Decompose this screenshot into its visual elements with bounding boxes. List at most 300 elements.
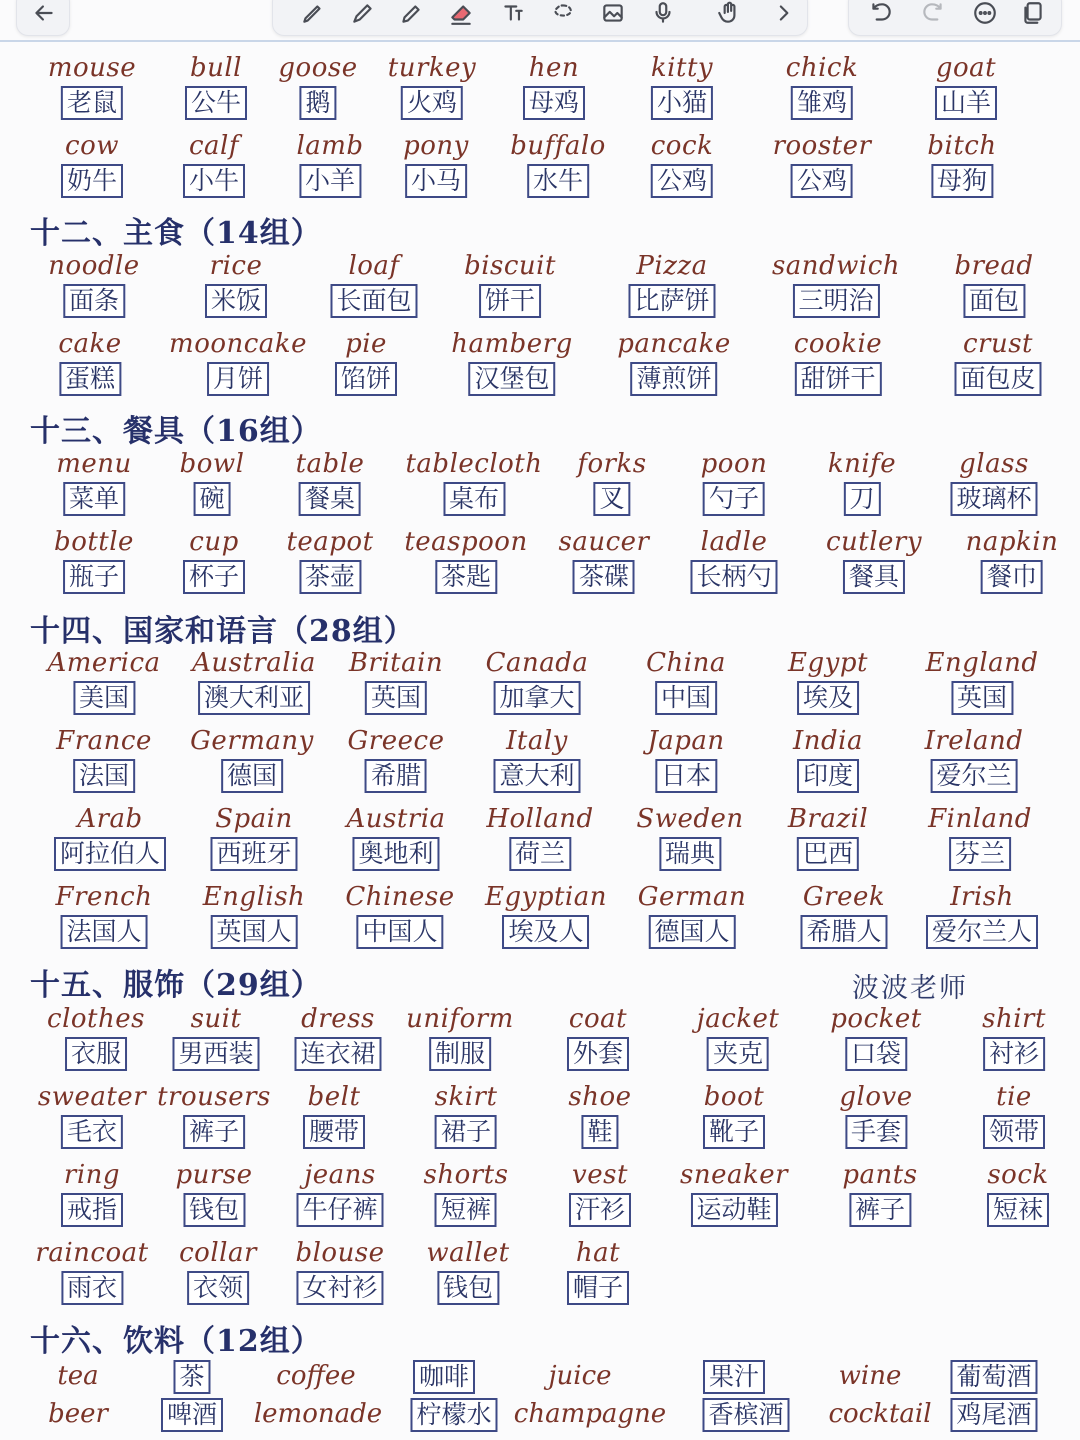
english-word: saucer — [558, 527, 650, 557]
english-word: Irish — [950, 882, 1014, 912]
vocab-item — [772, 250, 900, 318]
chinese-translation-box: 阿拉伯人 — [54, 837, 166, 871]
english-word: Egyptian — [485, 882, 607, 912]
chinese-translation-box: 月饼 — [207, 362, 269, 396]
english-word: teapot — [286, 527, 374, 557]
vocab-item — [839, 1081, 912, 1149]
chinese-translation-box: 夹克 — [707, 1037, 769, 1071]
chinese-translation-box: 衣服 — [65, 1037, 127, 1071]
english-word: England — [925, 648, 1039, 678]
english-word: India — [793, 726, 863, 756]
english-word: pony — [403, 131, 469, 161]
chinese-translation-box: 中国 — [655, 681, 717, 715]
english-word: lamb — [296, 131, 364, 161]
chinese-translation-box: 瑞典 — [659, 837, 721, 871]
chinese-translation-box: 长柄勺 — [690, 560, 777, 594]
vocab-item — [800, 881, 887, 949]
chinese-translation-box: 葡萄酒 — [950, 1360, 1037, 1394]
mic-icon[interactable] — [649, 0, 677, 27]
highlighter-icon[interactable] — [397, 0, 425, 27]
chinese-translation-box: 桌布 — [443, 482, 505, 516]
vocab-item — [348, 725, 445, 793]
english-word: Egypt — [788, 648, 868, 678]
chinese-translation-box: 英国 — [365, 681, 427, 715]
vocab-item — [54, 803, 166, 871]
vocab-item — [828, 448, 896, 516]
chinese-translation-box: 菜单 — [63, 482, 125, 516]
vocab-item — [983, 1081, 1045, 1149]
english-word: bread — [954, 251, 1034, 281]
english-word: pants — [842, 1160, 918, 1190]
chinese-translation-box: 鸡尾酒 — [950, 1398, 1037, 1432]
chinese-translation-box: 薄煎饼 — [630, 362, 717, 396]
vocab-item — [58, 328, 121, 396]
lasso-icon[interactable] — [549, 0, 577, 27]
chinese-translation-box: 茶 — [173, 1360, 210, 1394]
vocab-item — [56, 725, 152, 793]
english-word: hen — [528, 53, 580, 83]
chinese-translation-box: 餐具 — [843, 560, 905, 594]
vocab-item — [175, 1159, 252, 1227]
chinese-translation-box: 裤子 — [183, 1115, 245, 1149]
english-word: Pizza — [636, 251, 708, 281]
chinese-translation-box: 碗 — [193, 482, 230, 516]
vocab-item — [388, 52, 476, 120]
chinese-translation-box: 比萨饼 — [628, 284, 715, 318]
chinese-translation-box: 瓶子 — [63, 560, 125, 594]
vocab-item — [349, 647, 443, 715]
vocab-item — [935, 52, 997, 120]
english-word: trousers — [157, 1082, 271, 1112]
vocab-item — [294, 1003, 381, 1071]
vocab-item — [559, 526, 650, 594]
vocab-item — [404, 526, 527, 594]
back-arrow-icon — [30, 0, 58, 27]
english-word: Germany — [190, 726, 314, 756]
vocab-item — [842, 1159, 917, 1227]
vocab-item — [697, 1003, 780, 1071]
vocab-item — [38, 1081, 146, 1149]
chinese-translation-box: 玻璃杯 — [950, 482, 1037, 516]
vocab-item — [296, 1159, 383, 1227]
chinese-translation-box: 山羊 — [935, 86, 997, 120]
chinese-translation-box: 刀 — [843, 482, 880, 516]
english-word: hamberg — [451, 329, 573, 359]
english-word: forks — [577, 449, 647, 479]
vocab-item — [954, 328, 1041, 396]
vocab-item — [190, 725, 314, 793]
chinese-translation-box: 奥地利 — [352, 837, 439, 871]
vocab-item — [651, 52, 713, 120]
english-word: cookie — [793, 329, 883, 359]
english-word: bowl — [179, 449, 245, 479]
english-word: mooncake — [169, 329, 307, 359]
english-word: juice — [548, 1361, 612, 1391]
chinese-translation-box: 英国人 — [210, 915, 297, 949]
back-button[interactable] — [16, 0, 70, 36]
english-word: belt — [307, 1082, 361, 1112]
english-word: cake — [58, 329, 122, 359]
english-word: boot — [703, 1082, 765, 1112]
english-word: hat — [575, 1238, 621, 1268]
english-word: dress — [301, 1004, 375, 1034]
chinese-translation-box: 咖啡 — [413, 1360, 475, 1394]
english-word: glass — [959, 449, 1029, 479]
chinese-translation-box: 埃及人 — [502, 915, 589, 949]
english-word: kitty — [650, 53, 714, 83]
english-word: coffee — [276, 1361, 356, 1391]
chinese-translation-box: 叉 — [593, 482, 630, 516]
vocab-item — [210, 803, 297, 871]
chinese-translation-box: 爱尔兰 — [930, 759, 1017, 793]
chinese-translation-box: 公鸡 — [651, 164, 713, 198]
english-word: poon — [700, 449, 768, 479]
vocab-item — [183, 526, 245, 594]
chinese-translation-box: 美国 — [73, 681, 135, 715]
chinese-translation-box: 德国 — [221, 759, 283, 793]
english-word: cock — [650, 131, 714, 161]
english-word: knife — [827, 449, 897, 479]
pages-icon[interactable] — [1019, 0, 1047, 27]
vocab-item — [786, 52, 858, 120]
drawing-tools — [272, 0, 808, 36]
more-right-icon[interactable] — [769, 0, 797, 27]
english-word: Brazil — [787, 804, 869, 834]
chinese-translation-box: 蛋糕 — [59, 362, 121, 396]
vocab-item — [788, 647, 868, 715]
chinese-translation-box: 面包皮 — [954, 362, 1041, 396]
chinese-translation-box: 短裤 — [435, 1193, 497, 1227]
english-word: sandwich — [771, 251, 901, 281]
chinese-translation-box: 牛仔裤 — [296, 1193, 383, 1227]
vocab-item — [954, 250, 1033, 318]
vocab-item — [982, 1003, 1046, 1071]
chinese-translation-box: 短袜 — [987, 1193, 1049, 1227]
redo-icon[interactable] — [919, 0, 947, 27]
chinese-translation-box: 法国人 — [60, 915, 147, 949]
chinese-translation-box: 腰带 — [303, 1115, 365, 1149]
section-heading-clothing: 十五、服饰（29组） — [30, 968, 322, 1003]
chinese-translation-box: 甜饼干 — [794, 362, 881, 396]
vocab-item — [485, 881, 607, 949]
english-word: Finland — [928, 804, 1032, 834]
vocab-item — [830, 1003, 921, 1071]
english-word: Greece — [347, 726, 445, 756]
english-word: suit — [190, 1004, 242, 1034]
english-word: ring — [63, 1160, 121, 1190]
vocab-item — [794, 328, 882, 396]
english-word: crust — [962, 329, 1034, 359]
english-word: shorts — [423, 1160, 509, 1190]
english-word: wallet — [426, 1238, 510, 1268]
vocab-item — [567, 1237, 629, 1305]
vocab-item — [628, 250, 715, 318]
vocab-item — [926, 881, 1038, 949]
chinese-translation-box: 柠檬水 — [410, 1398, 497, 1432]
english-word: sneaker — [679, 1160, 789, 1190]
vocab-item — [172, 1003, 259, 1071]
vocab-item — [510, 130, 606, 198]
chinese-translation-box: 馅饼 — [335, 362, 397, 396]
vocab-item — [179, 1237, 257, 1305]
chinese-translation-box: 日本 — [655, 759, 717, 793]
vocab-item — [703, 1081, 765, 1149]
chinese-translation-box: 公鸡 — [791, 164, 853, 198]
chinese-translation-box: 米饭 — [205, 284, 267, 318]
english-word: tea — [57, 1361, 99, 1391]
image-icon[interactable] — [599, 0, 627, 27]
vocab-item — [346, 803, 445, 871]
vocab-item — [925, 647, 1038, 715]
english-word: French — [55, 882, 153, 912]
chinese-translation-box: 钱包 — [183, 1193, 245, 1227]
vocab-item — [680, 1159, 788, 1227]
english-word: pocket — [830, 1004, 922, 1034]
vocab-item — [690, 526, 777, 594]
more-icon[interactable] — [971, 0, 999, 27]
undo-icon[interactable] — [867, 0, 895, 27]
vocab-item — [793, 725, 863, 793]
english-word: Ireland — [924, 726, 1024, 756]
chinese-translation-box: 英国 — [951, 681, 1013, 715]
english-word: mouse — [47, 53, 137, 83]
chinese-translation-box: 面条 — [63, 284, 125, 318]
vocab-item — [56, 881, 153, 949]
vocab-item — [987, 1159, 1049, 1227]
chinese-translation-box: 口袋 — [845, 1037, 907, 1071]
english-word: English — [202, 882, 306, 912]
chinese-translation-box: 雨衣 — [61, 1271, 123, 1305]
english-word: pancake — [617, 329, 731, 359]
vocab-item — [773, 130, 872, 198]
vocab-item — [568, 1081, 631, 1149]
vocab-item — [54, 526, 134, 594]
english-word: uniform — [406, 1004, 514, 1034]
chinese-translation-box: 手套 — [845, 1115, 907, 1149]
english-word: tie — [996, 1082, 1032, 1112]
english-word: sweater — [37, 1082, 147, 1112]
english-word: sock — [987, 1160, 1049, 1190]
vocab-item — [569, 1159, 631, 1227]
chinese-translation-box: 餐巾 — [981, 560, 1043, 594]
english-word: cocktail — [828, 1399, 932, 1429]
vocab-item — [435, 1081, 498, 1149]
english-word: cup — [189, 527, 239, 557]
vocab-item — [925, 725, 1024, 793]
chinese-translation-box: 鞋 — [581, 1115, 618, 1149]
chinese-translation-box: 领带 — [983, 1115, 1045, 1149]
vocab-item — [48, 52, 136, 120]
vocab-item — [567, 1003, 629, 1071]
english-word: shirt — [982, 1004, 1046, 1034]
english-word: Australia — [192, 648, 316, 678]
english-word: bottle — [54, 527, 134, 557]
english-word: menu — [56, 449, 132, 479]
english-word: jeans — [304, 1160, 376, 1190]
english-word: cutlery — [825, 527, 923, 557]
chinese-translation-box: 衬衫 — [983, 1037, 1045, 1071]
vocab-item — [486, 803, 593, 871]
english-word: ladle — [700, 527, 768, 557]
chinese-translation-box: 戒指 — [61, 1193, 123, 1227]
vocab-item — [651, 130, 714, 198]
vocab-item — [296, 130, 363, 198]
vocab-item — [928, 803, 1032, 871]
vocab-item — [278, 52, 357, 120]
vocab-item — [701, 448, 768, 516]
text-icon[interactable] — [499, 0, 527, 27]
pencil-icon[interactable] — [349, 0, 377, 27]
english-word: table — [295, 449, 365, 479]
english-word: napkin — [965, 527, 1059, 557]
english-word: Sweden — [636, 804, 744, 834]
vocab-item — [403, 130, 469, 198]
english-word: biscuit — [464, 251, 556, 281]
vocab-item — [405, 448, 542, 516]
vocab-item — [185, 52, 247, 120]
chinese-translation-box: 鹅 — [299, 86, 336, 120]
history-tools — [848, 0, 1062, 36]
chinese-translation-box: 饼干 — [479, 284, 541, 318]
vocab-item — [826, 526, 922, 594]
hand-icon[interactable] — [715, 0, 743, 27]
english-word: Italy — [506, 726, 568, 756]
vocab-item — [335, 328, 397, 396]
chinese-translation-box: 小羊 — [299, 164, 361, 198]
vocab-item — [523, 52, 585, 120]
chinese-translation-box: 勺子 — [703, 482, 765, 516]
vocab-item — [183, 130, 245, 198]
english-word: collar — [179, 1238, 257, 1268]
vocab-item — [577, 448, 646, 516]
vocab-item — [617, 328, 731, 396]
chinese-translation-box: 小马 — [405, 164, 467, 198]
pen-icon[interactable] — [299, 0, 327, 27]
chinese-translation-box: 澳大利亚 — [198, 681, 310, 715]
chinese-translation-box: 女衬衫 — [296, 1271, 383, 1305]
english-word: chick — [785, 53, 859, 83]
english-word: vest — [572, 1160, 628, 1190]
vocab-item — [646, 647, 726, 715]
vocab-item — [927, 130, 996, 198]
author-signature: 波波老师 — [852, 973, 968, 1004]
english-word: America — [47, 648, 161, 678]
chinese-translation-box: 老鼠 — [61, 86, 123, 120]
vocab-item — [286, 526, 373, 594]
chinese-translation-box: 茶壶 — [299, 560, 361, 594]
english-word: noodle — [48, 251, 140, 281]
vocab-item — [56, 448, 132, 516]
section-heading-tableware: 十三、餐具（16组） — [30, 414, 322, 449]
english-word: beer — [48, 1399, 108, 1429]
english-word: Austria — [346, 804, 446, 834]
chinese-translation-box: 西班牙 — [210, 837, 297, 871]
english-word: Chinese — [345, 882, 455, 912]
english-word: loaf — [348, 251, 400, 281]
chinese-translation-box: 小牛 — [183, 164, 245, 198]
english-word: cow — [65, 131, 119, 161]
vocab-item — [180, 448, 245, 516]
vocab-item — [486, 647, 589, 715]
chinese-translation-box: 运动鞋 — [690, 1193, 777, 1227]
chinese-translation-box: 意大利 — [493, 759, 580, 793]
english-word: bull — [189, 53, 243, 83]
chinese-translation-box: 香槟酒 — [702, 1398, 789, 1432]
eraser-icon[interactable] — [447, 0, 475, 27]
chinese-translation-box: 茶碟 — [573, 560, 635, 594]
english-word: Arab — [77, 804, 143, 834]
english-word: pie — [345, 329, 387, 359]
vocab-item — [493, 725, 580, 793]
vocab-item — [157, 1081, 271, 1149]
chinese-translation-box: 火鸡 — [401, 86, 463, 120]
english-word: Japan — [647, 726, 725, 756]
chinese-translation-box: 裙子 — [435, 1115, 497, 1149]
english-word: glove — [839, 1082, 913, 1112]
vocab-item — [638, 881, 747, 949]
vocab-item — [47, 1003, 145, 1071]
chinese-translation-box: 果汁 — [703, 1360, 765, 1394]
english-word: blouse — [295, 1238, 385, 1268]
chinese-translation-box: 荷兰 — [509, 837, 571, 871]
vocab-item — [296, 448, 365, 516]
chinese-translation-box: 面包 — [963, 284, 1025, 318]
english-word: clothes — [47, 1004, 145, 1034]
english-word: Holland — [486, 804, 594, 834]
vocab-item — [426, 1237, 509, 1305]
chinese-translation-box: 德国人 — [648, 915, 735, 949]
english-word: Canada — [485, 648, 589, 678]
chinese-translation-box: 连衣裙 — [294, 1037, 381, 1071]
chinese-translation-box: 希腊人 — [800, 915, 887, 949]
vocabulary-notes-canvas — [0, 44, 1080, 1440]
english-word: purse — [175, 1160, 253, 1190]
english-word: Greek — [802, 882, 886, 912]
chinese-translation-box: 希腊 — [365, 759, 427, 793]
english-word: buffalo — [510, 131, 606, 161]
english-word: rice — [209, 251, 263, 281]
vocab-item — [966, 526, 1059, 594]
english-word: rooster — [772, 131, 872, 161]
chinese-translation-box: 巴西 — [797, 837, 859, 871]
chinese-translation-box: 毛衣 — [61, 1115, 123, 1149]
vocab-item — [345, 881, 454, 949]
english-word: China — [646, 648, 726, 678]
section-heading-countries: 十四、国家和语言（28组） — [30, 614, 415, 649]
english-word: raincoat — [35, 1238, 149, 1268]
chinese-translation-box: 奶牛 — [61, 164, 123, 198]
vocab-item — [950, 448, 1037, 516]
english-word: German — [637, 882, 747, 912]
vocab-item — [636, 803, 743, 871]
vocab-item — [303, 1081, 365, 1149]
chinese-translation-box: 法国 — [73, 759, 135, 793]
vocab-item — [424, 1159, 509, 1227]
chinese-translation-box: 长面包 — [330, 284, 417, 318]
vocab-item — [47, 647, 160, 715]
vocab-item — [451, 328, 573, 396]
vocab-item — [35, 1237, 148, 1305]
english-word: teaspoon — [404, 527, 528, 557]
vocab-item — [406, 1003, 514, 1071]
english-word: France — [56, 726, 152, 756]
chinese-translation-box: 中国人 — [356, 915, 443, 949]
vocab-item — [205, 250, 267, 318]
english-word: Spain — [215, 804, 293, 834]
chinese-translation-box: 母狗 — [931, 164, 993, 198]
vocab-item — [203, 881, 306, 949]
section-heading-drinks: 十六、饮料（12组） — [30, 1324, 322, 1359]
